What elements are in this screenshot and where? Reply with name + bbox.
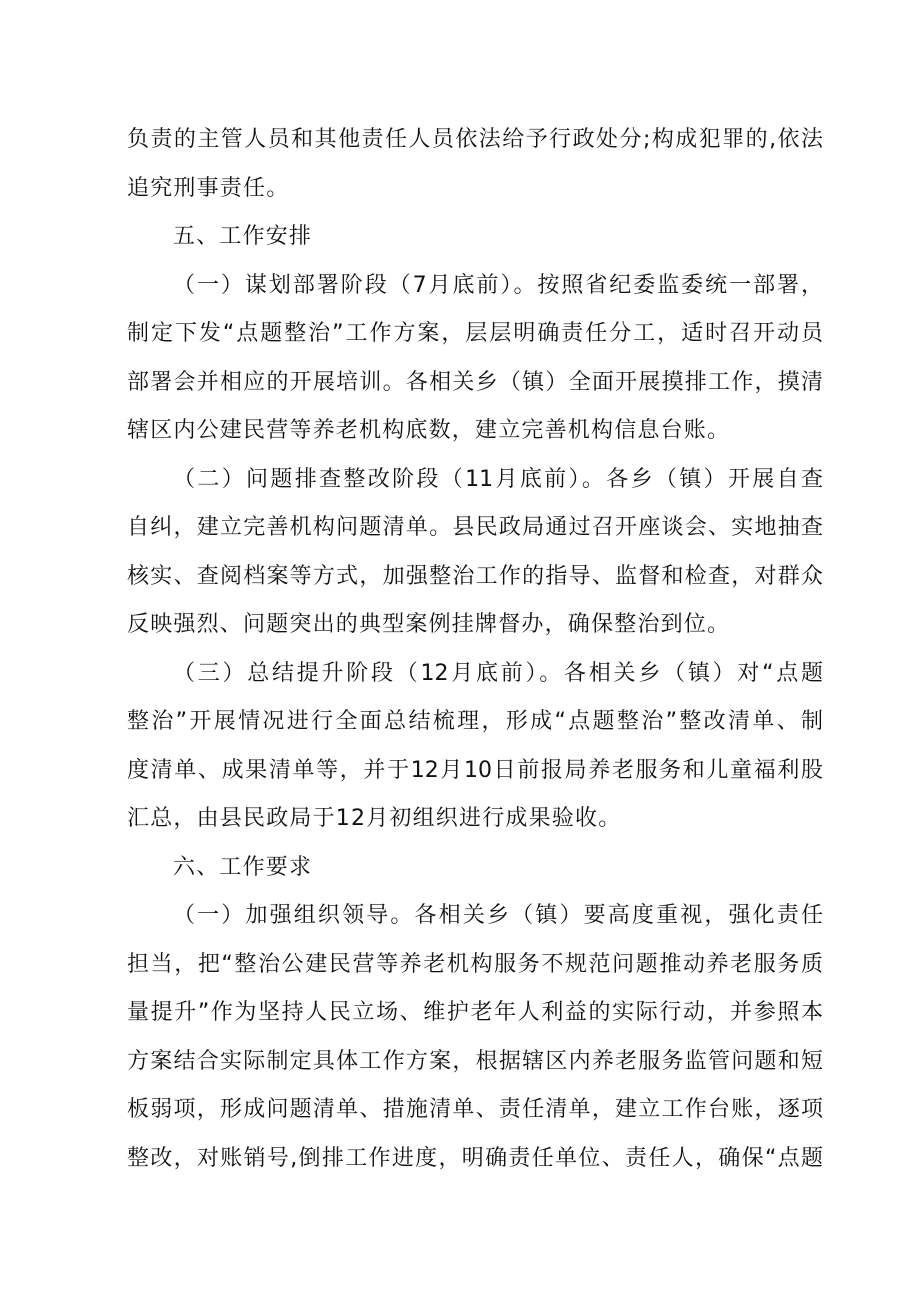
paragraph-line: 负责的主管人员和其他责任人员依法给予行政处分;构成犯罪的,依法 [127, 127, 823, 152]
section-heading-work-arrangement: 五、工作安排 [173, 224, 313, 249]
document-body [127, 116, 823, 1183]
paragraph-line: 反映强烈、问题突出的典型案例挂牌督办，确保整治到位。 [127, 612, 731, 637]
paragraph-line: 方案结合实际制定具体工作方案，根据辖区内养老服务监管问题和短 [127, 1048, 823, 1074]
paragraph-line: 核实、查阅档案等方式，加强整治工作的指导、监督和检查，对群众 [127, 563, 823, 589]
paragraph-line: 汇总，由县民政局于12月初组织进行成果验收。 [127, 806, 622, 831]
paragraph-line: （二）问题排查整改阶段（11月底前）。各乡（镇）开展自查 [173, 466, 823, 492]
paragraph-line: （三）总结提升阶段（12月底前）。各相关乡（镇）对“点题 [173, 660, 823, 686]
paragraph-line: 制定下发“点题整治”工作方案，层层明确责任分工，适时召开动员 [127, 321, 823, 346]
paragraph-line: 量提升”作为坚持人民立场、维护老年人利益的实际行动，并参照本 [127, 1000, 823, 1025]
paragraph-line: 辖区内公建民营等养老机构底数，建立完善机构信息台账。 [127, 418, 731, 443]
section-heading-work-requirements: 六、工作要求 [173, 854, 313, 880]
paragraph-line: 担当，把“整治公建民营等养老机构服务不规范问题推动养老服务质 [127, 951, 823, 977]
paragraph-line: 整治”开展情况进行全面总结梳理，形成“点题整治”整改清单、制 [127, 709, 823, 734]
paragraph-line: 整改，对账销号,倒排工作进度，明确责任单位、责任人，确保“点题 [127, 1145, 823, 1171]
paragraph-line: 部署会并相应的开展培训。各相关乡（镇）全面开展摸排工作，摸清 [127, 369, 823, 395]
paragraph-line: 板弱项，形成问题清单、措施清单、责任清单，建立工作台账，逐项 [127, 1097, 823, 1122]
paragraph-line: 度清单、成果清单等，并于12月10日前报局养老服务和儿童福利股 [127, 757, 823, 783]
paragraph-line: 追究刑事责任。 [127, 175, 290, 201]
paragraph-line: （一）加强组织领导。各相关乡（镇）要高度重视，强化责任 [173, 903, 823, 928]
paragraph-line: （一）谋划部署阶段（7月底前）。按照省纪委监委统一部署， [173, 272, 823, 298]
paragraph-line: 自纠，建立完善机构问题清单。县民政局通过召开座谈会、实地抽查 [127, 515, 823, 540]
